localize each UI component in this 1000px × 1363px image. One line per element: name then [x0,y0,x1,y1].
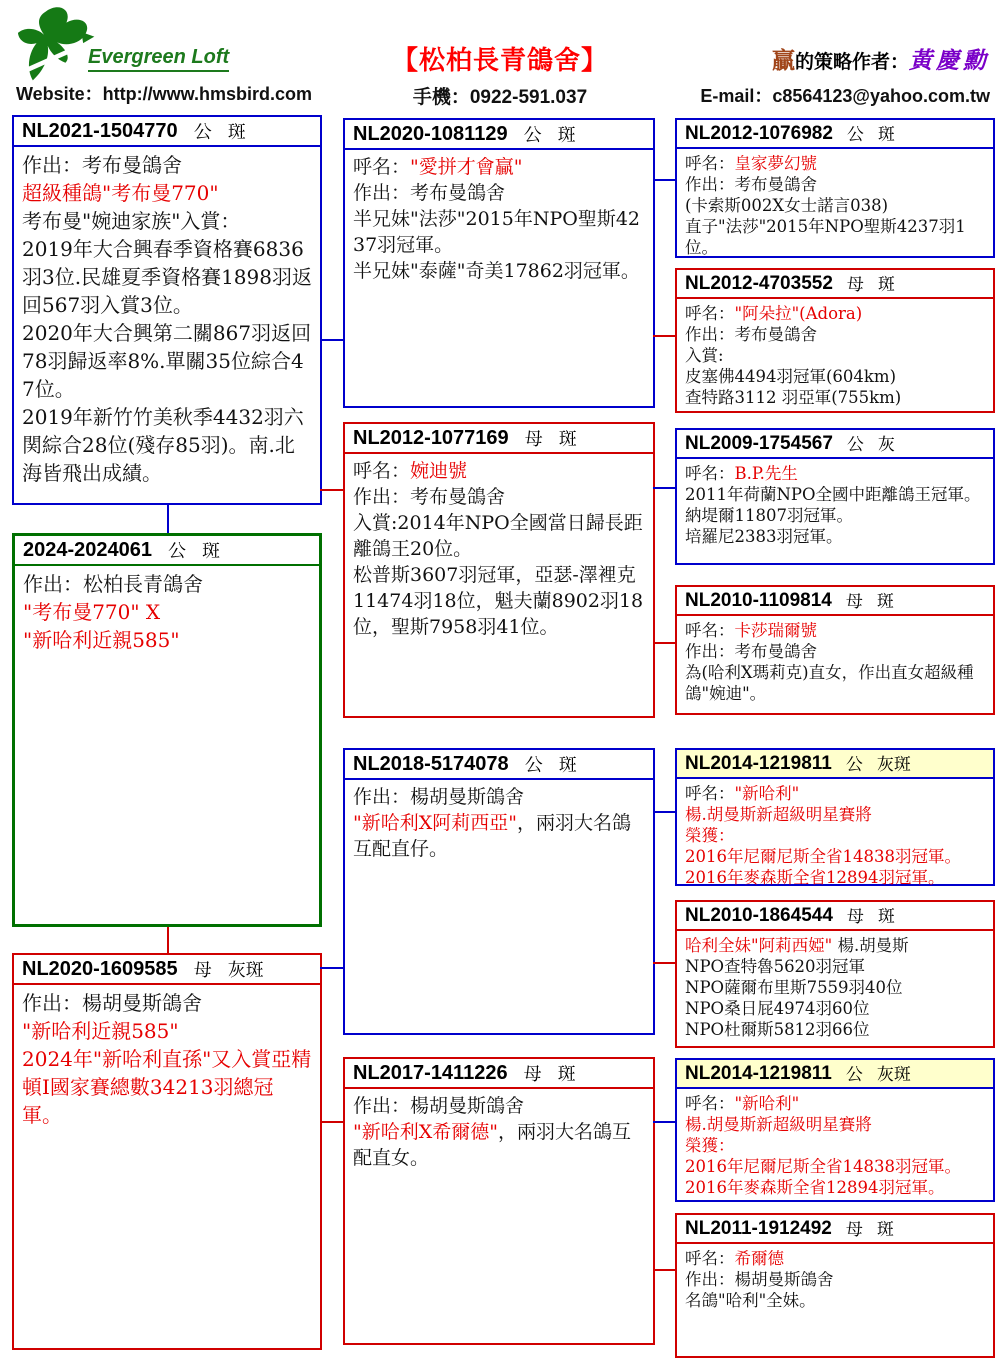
pedigree-text-line [685,1290,985,1311]
connector-sire-to-sire-sire [320,339,344,341]
plain-text: 呼名： [685,154,735,173]
pedigree-text-line [685,463,985,484]
author-label: 的策略作者： [794,51,909,73]
pedigree-text-line [685,998,985,1019]
feather-color-label: 斑 [557,125,576,147]
feather-color-label: 斑 [202,541,221,563]
pedigree-box-dam [12,953,322,1350]
feather-color-label: 斑 [557,1064,576,1086]
box-header [677,430,993,459]
sex-label: 母 [845,1220,863,1241]
sex-label: 母 [523,1064,542,1086]
plain-text: 作出：考布曼鴿舍 [353,182,506,204]
pedigree-text-line [353,562,645,640]
pedigree-text-line [353,810,645,862]
plain-text: 作出：考布曼鴿舍 [685,642,817,661]
plain-text: 呼名： [685,621,735,640]
plain-text: NPO杜爾斯5812羽66位 [685,1020,870,1039]
ring-number: NL2010-1864544 [685,905,833,926]
ring-number: NL2011-1912492 [685,1218,832,1239]
pedigree-text-line [353,154,645,180]
plain-text: NPO桑日屁4974羽60位 [685,999,870,1018]
loft-name-english: Evergreen Loft [88,46,229,72]
pedigree-text-line [22,403,312,487]
sex-label: 公 [845,1065,863,1086]
feather-color-label: 斑 [877,907,895,928]
box-body [677,459,993,549]
pedigree-text-line [22,319,312,403]
pedigree-text-line [353,458,645,484]
connector-sire-sire-to-sire-sire-dam [653,335,676,337]
highlight-text: 卡莎瑞爾號 [734,621,817,640]
plain-text: 2020年大合興第二關867羽返回78羽歸返率8%.單關35位綜合47位。 [22,321,312,401]
plain-text: NPO薩爾布里斯7559羽40位 [685,978,903,997]
plain-text: 為(哈利X瑪莉克)直女，作出直女超級種鴿"婉迪"。 [685,663,974,703]
box-body [677,149,993,260]
pedigree-text-line [22,989,312,1017]
connector-sire-sire-to-sire-sire-sire [653,179,676,181]
plain-text: 松普斯3607羽冠軍，亞瑟-澤裡克11474羽18位，魁夫蘭8902羽18位，聖斯7958羽41位。 [353,564,644,638]
pedigree-text-line [685,641,985,662]
highlight-text: 2024年"新哈利直孫"又入賞亞精頓I國家賽總數34213羽總冠軍。 [22,1047,312,1127]
box-header [14,117,320,147]
plain-text: 作出：楊胡曼斯鴿舍 [685,1270,834,1289]
ring-number: NL2009-1754567 [685,433,833,454]
pedigree-box-sire-dam-sire [675,428,995,565]
pedigree-box-dam-sire-dam [675,900,995,1048]
pedigree-text-line [22,1017,312,1045]
loft-title: 【松柏長青鴿舍】 [391,46,608,76]
pedigree-text-line [685,195,985,216]
plain-text: 呼名： [353,460,411,482]
connector-sire-to-sire-dam [320,489,344,491]
box-header [677,1060,993,1089]
ring-number: NL2012-1077169 [353,427,509,449]
pedigree-text-line [685,783,985,804]
pedigree-text-line [22,235,312,319]
email-text: E-mail：c8564123@yahoo.com.tw [700,86,990,106]
highlight-text: 哈利全妹"阿莉西婭" [685,936,838,955]
pedigree-text-line [685,345,985,366]
pedigree-text-line [685,867,985,888]
pedigree-text-line [353,510,645,562]
pedigree-text-line [22,1045,312,1129]
highlight-text: B.P.先生 [734,464,798,483]
highlight-text: 希爾德 [734,1249,784,1268]
pedigree-text-line [23,570,311,598]
pedigree-text-line [685,846,985,867]
highlight-text: "新哈利X希爾德" [353,1121,499,1143]
pedigree-text-line [685,620,985,641]
feather-color-label: 斑 [877,125,895,146]
plain-text: 呼名： [685,1094,735,1113]
pedigree-box-dam-dam-sire [675,1058,995,1202]
plain-text: 呼名： [685,464,735,483]
highlight-text: "新哈利" [734,1094,800,1113]
plain-text: 入賞: [685,346,724,365]
pedigree-text-line [353,1093,645,1119]
highlight-text: "新哈利近親585" [22,1019,179,1043]
pedigree-text-line [685,1269,985,1290]
plain-text: 呼名： [685,1249,735,1268]
pedigree-box-dam-sire-sire [675,748,995,886]
highlight-text: "新哈利X阿莉西亞" [353,812,518,834]
box-body [14,147,320,489]
author-line [660,42,990,75]
pedigree-box-dam-sire [343,748,655,1035]
box-body [677,1244,993,1313]
pedigree-text-line [22,179,312,207]
sex-label: 母 [846,275,864,296]
sex-label: 公 [845,755,863,776]
connector-sire-dam-to-sire-dam-dam [653,642,676,644]
plain-text: 2019年大合興春季資格賽6836羽3位.民雄夏季資格賽1898羽返回567羽入賞3位。 [22,237,312,317]
pedigree-text-line [685,935,985,956]
feather-color-label: 灰斑 [876,755,911,776]
pedigree-text-line [685,1248,985,1269]
website-text: Website：http://www.hmsbird.com [16,84,313,104]
highlight-text: 榮獲： [685,826,735,845]
box-header [15,536,319,566]
connector-sire-to-subject [167,505,169,533]
connector-sire-dam-to-sire-dam-sire [653,487,676,489]
plain-text: 作出：楊胡曼斯鴿舍 [22,991,202,1015]
ring-number: NL2014-1219811 [685,753,832,774]
ring-number: NL2010-1109814 [685,590,832,611]
highlight-text: 楊.胡曼斯新超級明星賽將 [685,805,872,824]
plain-text: 作出：楊胡曼斯鴿舍 [353,1095,525,1117]
plain-text: NPO查特魯5620羽冠軍 [685,957,866,976]
pedigree-box-sire-dam-dam [675,585,995,715]
plain-text: 作出：考布曼鴿舍 [22,153,182,177]
box-header [14,955,320,985]
plain-text: 作出：楊胡曼斯鴿舍 [353,786,525,808]
box-body [677,1089,993,1200]
plain-text: 2011年荷蘭NPO全國中距離鴿王冠軍。 [685,485,981,504]
plain-text: 皮塞佛4494羽冠軍(604km) [685,367,897,386]
box-body [677,931,993,1042]
pedigree-text-line [685,1177,985,1198]
connector-subject-to-dam [167,927,169,953]
highlight-text: 楊.胡曼斯新超級明星賽將 [685,1115,872,1134]
ring-number: NL2018-5174078 [353,753,509,775]
sex-label: 公 [524,755,543,777]
pedigree-text-line [353,180,645,206]
pedigree-text-line [353,1119,645,1171]
feather-color-label: 灰斑 [227,960,264,982]
plain-text: 半兄妹"泰薩"奇美17862羽冠軍。 [353,260,640,282]
highlight-text: 婉迪號 [410,460,468,482]
highlight-text: 2016年尼爾尼斯全省14838羽冠軍。 [685,1157,961,1176]
pedigree-text-line [685,662,985,704]
plain-text: 呼名： [685,784,735,803]
plain-text: 呼名： [353,156,411,178]
highlight-text: "新哈利" [734,784,800,803]
loft-logo-pigeon-icon [16,4,100,86]
box-body [345,150,653,286]
box-header [345,424,653,454]
plain-text: ，兩羽大名鴿互配直女。 [353,1121,632,1169]
highlight-text: "新哈利近親585" [23,628,180,652]
box-body [15,566,319,656]
pedigree-text-line [685,1135,985,1156]
ring-number: NL2014-1219811 [685,1063,832,1084]
plain-text: 培羅尼2383羽冠軍。 [685,527,843,546]
highlight-text: 2016年麥森斯全省12894羽冠軍。 [685,868,945,887]
feather-color-label: 斑 [876,592,894,613]
highlight-text: "阿朵拉"(Adora) [734,304,863,323]
box-body [677,779,993,890]
pedigree-text-line [22,207,312,235]
sex-label: 公 [193,122,212,144]
pedigree-text-line [685,526,985,547]
connector-dam-dam-to-dam-dam-dam [653,1269,676,1271]
connector-dam-sire-to-dam-sire-sire [653,811,676,813]
connector-dam-sire-to-dam-sire-dam [653,962,676,964]
feather-color-label: 斑 [877,275,895,296]
pedigree-text-line [685,324,985,345]
plain-text: 作出：考布曼鴿舍 [685,175,817,194]
highlight-text: 超級種鴿"考布曼770" [22,181,219,205]
plain-text: 名鴿"哈利"全妹。 [685,1291,816,1310]
pedigree-text-line [685,303,985,324]
box-header [677,1215,993,1244]
ring-number: NL2020-1081129 [353,123,508,145]
pedigree-text-line [353,206,645,258]
highlight-text: 2016年麥森斯全省12894羽冠軍。 [685,1178,945,1197]
sex-label: 母 [524,429,543,451]
sex-label: 母 [845,592,863,613]
pedigree-text-line [23,626,311,654]
plain-text: (卡索斯002X女士諾言038) [685,196,889,215]
connector-dam-to-dam-dam [320,1121,344,1123]
ring-number: NL2020-1609585 [22,958,178,980]
sex-label: 母 [846,907,864,928]
box-header [345,750,653,780]
highlight-text: 2016年尼爾尼斯全省14838羽冠軍。 [685,847,961,866]
connector-dam-dam-to-dam-dam-sire [653,1121,676,1123]
author-win-character: 贏 [771,47,795,74]
box-header [345,1059,653,1089]
pedigree-text-line [685,956,985,977]
pedigree-box-sire-sire [343,118,655,408]
plain-text: ，兩羽大名鴿互配直仔。 [353,812,632,860]
highlight-text: 皇家夢幻號 [734,154,817,173]
pedigree-text-line [685,1093,985,1114]
ring-number: NL2017-1411226 [353,1062,508,1084]
plain-text: 作出：考布曼鴿舍 [685,325,817,344]
plain-text: 作出：松柏長青鴿舍 [23,572,203,596]
box-header [677,902,993,931]
connector-dam-to-dam-sire [320,967,344,969]
feather-color-label: 灰 [877,435,895,456]
plain-text: 考布曼"婉迪家族"入賞： [22,209,241,233]
box-body [677,299,993,410]
box-header [345,120,653,150]
plain-text: 半兄妹"法莎"2015年NPO聖斯4237羽冠軍。 [353,208,640,256]
pedigree-box-dam-dam-dam [675,1213,995,1358]
highlight-text: "考布曼770" X [23,600,161,624]
pedigree-box-dam-dam [343,1057,655,1345]
plain-text: 納堤爾11807羽冠軍。 [685,506,853,525]
feather-color-label: 斑 [558,429,577,451]
pedigree-text-line [685,1114,985,1135]
pedigree-text-line [685,174,985,195]
plain-text: 作出：考布曼鴿舍 [353,486,506,508]
box-header [677,270,993,299]
box-body [345,1089,653,1173]
pedigree-box-subject [12,533,322,927]
pedigree-text-line [685,505,985,526]
pedigree-text-line [685,484,985,505]
plain-text: 呼名： [685,304,735,323]
pedigree-text-line [685,153,985,174]
box-header [677,120,993,149]
ring-number: NL2021-1504770 [22,120,178,142]
pedigree-text-line [685,977,985,998]
box-body [677,616,993,706]
box-body [345,780,653,864]
pedigree-text-line [685,825,985,846]
sex-label: 公 [846,125,864,146]
box-body [14,985,320,1131]
plain-text: 楊.胡曼斯 [837,936,909,955]
pedigree-text-line [685,216,985,258]
sex-label: 公 [168,541,187,563]
feather-color-label: 斑 [227,122,246,144]
phone-number: 手機：0922-591.037 [412,87,588,108]
ring-number: 2024-2024061 [23,539,153,561]
box-header [677,587,993,616]
pedigree-box-sire-dam [343,422,655,718]
pedigree-box-sire-sire-sire [675,118,995,258]
ring-number: NL2012-1076982 [685,123,833,144]
ring-number: NL2012-4703552 [685,273,833,294]
plain-text: 查特路3112 羽亞軍(755km) [685,388,902,407]
pedigree-box-sire-sire-dam [675,268,995,413]
pedigree-text-line [685,387,985,408]
feather-color-label: 斑 [876,1220,894,1241]
pedigree-text-line [685,1156,985,1177]
pedigree-text-line [685,804,985,825]
sex-label: 公 [523,125,542,147]
feather-color-label: 斑 [558,755,577,777]
pedigree-text-line [685,366,985,387]
pedigree-text-line [22,151,312,179]
author-name: 黃慶勳 [909,47,990,74]
sex-label: 母 [193,960,212,982]
plain-text: 2019年新竹竹美秋季4432羽六関綜合28位(殘存85羽)。南.北海皆飛出成績。 [22,405,304,485]
highlight-text: "愛拼才會贏" [410,156,523,178]
plain-text: 入賞:2014年NPO全國當日歸長距離鴿王20位。 [353,512,643,560]
pedigree-text-line [23,598,311,626]
highlight-text: 榮獲： [685,1136,735,1155]
plain-text: 直子"法莎"2015年NPO聖斯4237羽1位。 [685,217,966,257]
box-body [345,454,653,642]
sex-label: 公 [846,435,864,456]
box-header [677,750,993,779]
pedigree-text-line [353,258,645,284]
pedigree-box-sire [12,115,322,505]
pedigree-text-line [685,1019,985,1040]
feather-color-label: 灰斑 [876,1065,911,1086]
pedigree-text-line [353,784,645,810]
pedigree-text-line [353,484,645,510]
